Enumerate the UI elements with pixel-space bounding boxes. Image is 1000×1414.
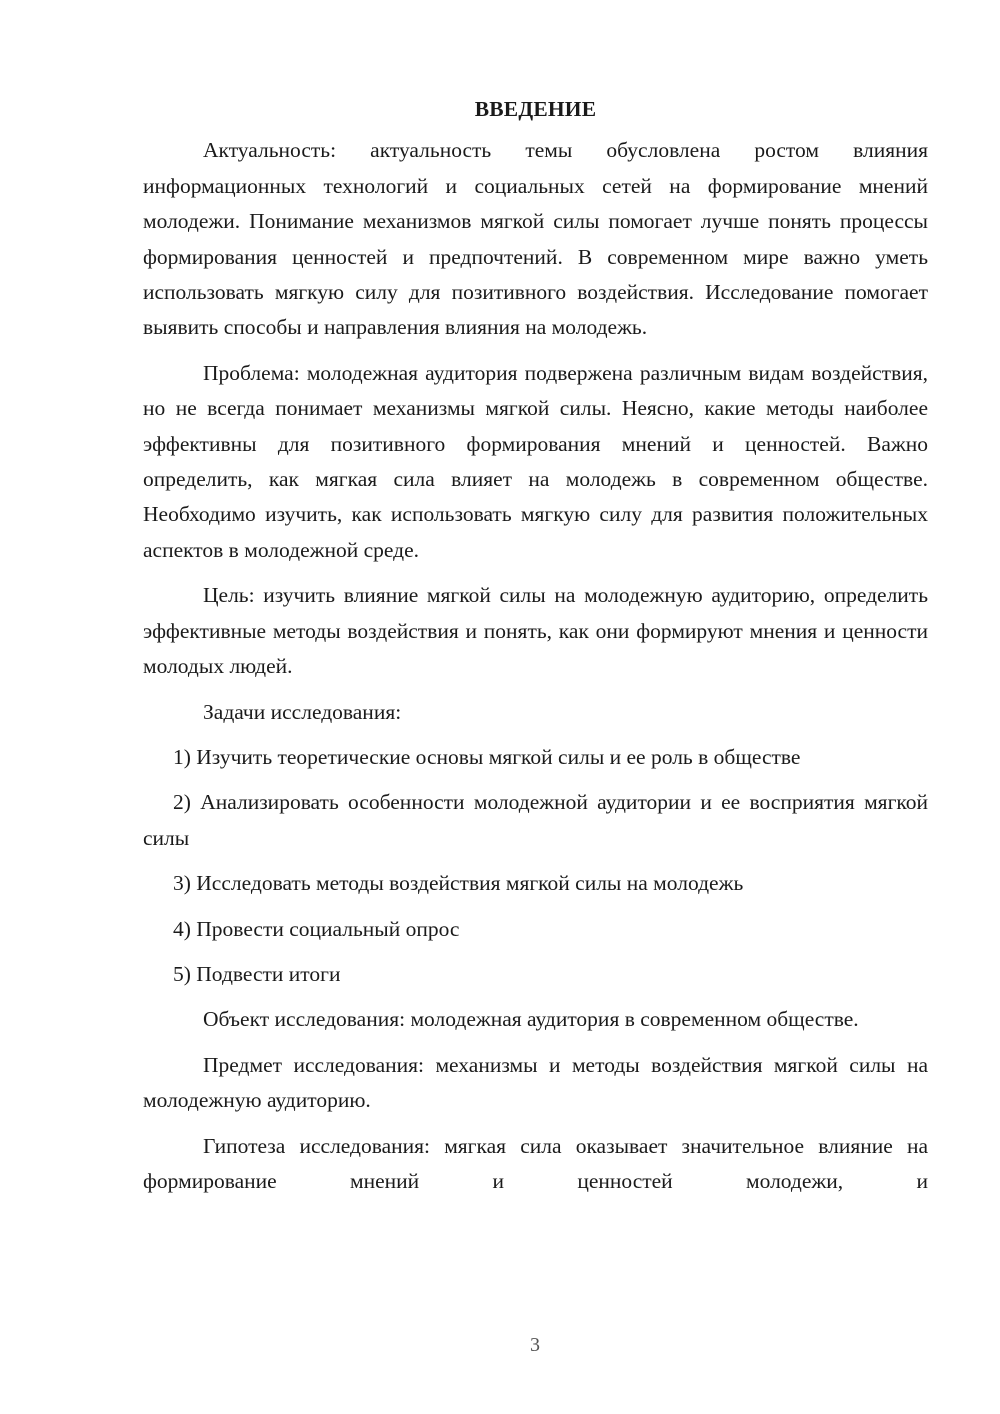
subject-paragraph: Предмет исследования: механизмы и методы воздействия мягкой силы на молодежную аудиторию. [143,1052,928,1113]
hypothesis-paragraph: Гипотеза исследования: мягкая сила оказывает значительное влияние на формирование мнений и ценностей молодежи, и [143,1133,928,1193]
task-item-5: 5) Подвести итоги [173,961,341,986]
page-title: ВВЕДЕНИЕ [474,97,597,121]
object-paragraph: Объект исследования: молодежная аудитория в современном обществе. [203,1007,859,1032]
relevance-paragraph: Актуальность: актуальность темы обусловлена ростом влияния информационных технологий и социальных сетей на формирование мнений молодежи. Понимание механизмов мягкой силы помогает лучше понять процессы формирования ценностей и предпочтений. В современном мире важно уметь использовать мягкую силу для позитивного воздействия. Исследование помогает выявить способы и направления влияния на молодежь. [143,138,928,340]
tasks-heading: Задачи исследования: [203,699,402,724]
task-item-3: 3) Исследовать методы воздействия мягкой силы на молодежь [173,871,744,896]
goal-paragraph: Цель: изучить влияние мягкой силы на молодежную аудиторию, определить эффективные методы воздействия и понять, как они формируют мнения и ценности молодых людей. [143,583,928,679]
task-item-1: 1) Изучить теоретические основы мягкой силы и ее роль в обществе [173,744,801,769]
document-page [143,92,928,1209]
task-item-4: 4) Провести социальный опрос [173,916,460,941]
problem-paragraph: Проблема: молодежная аудитория подвержена различным видам воздействия, но не всегда понимает механизмы мягкой силы. Неясно, какие методы наиболее эффективны для позитивного формирования мнений и ценностей. Важно определить, как мягкая сила влияет на молодежь в современном обществе. Необходимо изучить, как использовать мягкую силу для развития положительных аспектов в молодежной среде. [143,360,928,562]
task-item-2: 2) Анализировать особенности молодежной аудитории и ее восприятия мягкой силы [143,790,928,850]
page-number: 3 [530,1334,540,1356]
